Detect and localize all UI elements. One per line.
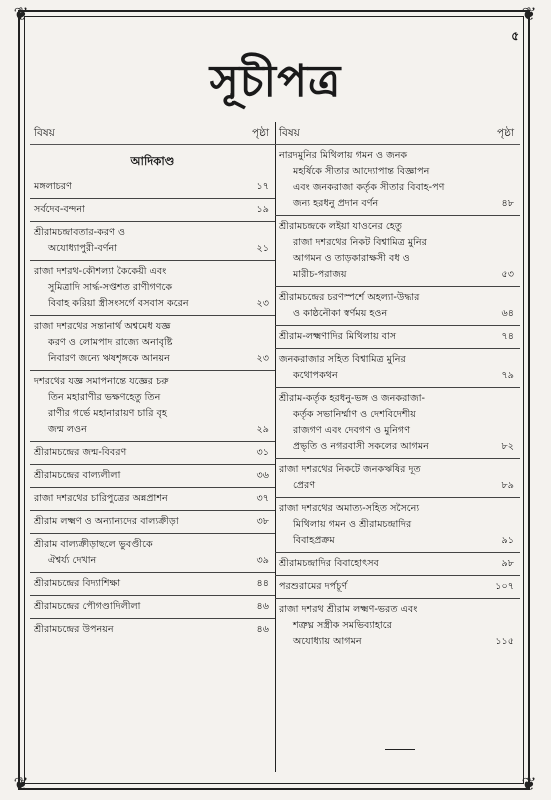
- toc-entry-text: শ্রীরামচন্দ্রের উপনয়ন: [34, 624, 114, 635]
- toc-entry-page: ৯৮: [501, 558, 514, 569]
- toc-entry-text: রাণীর গর্ভে মহানারায়ণ চারি বৃহ: [48, 408, 167, 419]
- page-number: ৫: [511, 29, 519, 43]
- toc-entry-text: শ্রীরামচন্দ্রের বাল্যলীলা: [34, 470, 121, 481]
- toc-entry-text: শ্রীরামচন্দ্রের চরণস্পর্শে অহল্যা-উদ্ধার: [279, 292, 420, 303]
- toc-entry-text: মহর্ষিকে সীতার আদ্যোপান্ত বিজ্ঞাপন: [293, 166, 430, 177]
- toc-entry-text: শ্রীরামচন্দ্রের পৌগণ্ডাদিলীলা: [34, 601, 141, 612]
- toc-entry: [30, 442, 275, 465]
- toc-entry: [30, 573, 275, 596]
- toc-entry-page: ৪৬: [256, 601, 269, 612]
- toc-entry-page: ৩৮: [256, 516, 269, 527]
- toc-entry-text: বিবাহ করিয়া স্ত্রীসংসর্গে বসবাস করেন: [48, 298, 189, 309]
- toc-entry-page: ১৭: [256, 181, 269, 192]
- toc-entry-text: কর্তৃক সভানির্ম্মাণ ও দেশবিদেশীয়: [293, 409, 416, 420]
- toc-entry-text: রাজা দশরথ-কৌশল্যা কৈকেয়ী এবং: [34, 266, 167, 277]
- toc-entry-page: ২৯: [256, 424, 269, 435]
- toc-entry: [30, 465, 275, 488]
- toc-entry-text: পরশুরামের দর্পচূর্ণ: [279, 581, 348, 592]
- toc-entry: [30, 316, 275, 371]
- toc-entry-text: অযোধ্যাপুরী-বর্ণনা: [48, 243, 118, 254]
- toc-entry-page: ৭৯: [501, 370, 514, 381]
- toc-entry: [30, 261, 275, 316]
- toc-entry: [275, 349, 520, 388]
- toc-entry-page: ৩৭: [256, 493, 269, 504]
- toc-entry-text: রাজা দশরথ শ্রীরাম লক্ষ্মণ-ভরত এবং: [279, 604, 418, 615]
- toc-entry-text: নিবারণ জন্যে ঋষশৃঙ্গকে আনয়ন: [48, 353, 170, 364]
- right-column: [275, 122, 520, 772]
- toc-entry-page: ৩৬: [256, 470, 269, 481]
- left-column: [30, 122, 276, 772]
- toc-entry-page: ৮৯: [501, 480, 514, 491]
- toc-entry-text: শ্রীরামচন্দ্রের জন্ম-বিবরণ: [34, 447, 127, 458]
- corner-ornament-icon: ❦: [521, 774, 537, 795]
- toc-entry-text: রাজা দশরথের সন্তানার্থ অশ্বমেধ যজ্ঞ: [34, 321, 171, 332]
- toc-entry: [30, 222, 275, 261]
- toc-entry-page: ৪৬: [256, 624, 269, 635]
- toc-entry-page: ৪৪: [256, 578, 269, 589]
- toc-entry-page: ১০৭: [495, 581, 514, 592]
- toc-entry-text: সর্বদেব-বন্দনা: [34, 204, 85, 215]
- toc-entry-page: ১১৫: [495, 636, 514, 647]
- toc-entry-text: রাজা দশরথের নিকটে জনকঋষির দূত: [279, 464, 421, 475]
- toc-entry-text: শ্রীরামচন্দ্রকে লইয়া যাওনের হেতু: [279, 221, 402, 232]
- toc-entry-text: শ্রীরামচন্দ্রাবতার-করণ ও: [34, 227, 126, 238]
- toc-entry-text: রাজগণ এবং দেবগণ ও মুনিগণ: [293, 425, 411, 436]
- left-column-header: [30, 122, 275, 145]
- toc-entry-text: মঙ্গলাচরণ: [34, 181, 72, 192]
- section-title: আদিকাণ্ড: [130, 154, 175, 168]
- toc-entry-page: ৩১: [256, 447, 269, 458]
- corner-ornament-icon: ❦: [13, 774, 29, 795]
- contents-table: [30, 122, 520, 772]
- toc-entry: [275, 145, 520, 216]
- toc-entry-text: নারদমুনির মিথিলায় গমন ও জনক: [279, 150, 408, 161]
- toc-entry-text: শত্রুঘ্ন সস্ত্রীক সমভিব্যাহারে: [293, 620, 392, 631]
- toc-entry-text: জন্য হরধনু প্রদান বর্ণন: [293, 198, 379, 209]
- toc-entry-page: ১৯: [256, 204, 269, 215]
- subject-header: বিষয়: [34, 127, 55, 139]
- toc-entry-text: জনকরাজার সহিত বিশ্বামিত্র মুনির: [279, 354, 406, 365]
- toc-entry-text: ও কাষ্ঠনৌকা স্বর্ণময় হওন: [293, 308, 388, 319]
- toc-entry-text: রাজা দশরথের নিকট বিশ্বামিত্র মুনির: [293, 237, 427, 248]
- toc-entry-page: ৬৪: [501, 308, 514, 319]
- toc-entry-text: প্রেরণ: [293, 480, 316, 491]
- toc-entry-text: শ্রীরামচন্দ্রের বিদ্যাশিক্ষা: [34, 578, 121, 589]
- left-entry-list: [30, 176, 275, 641]
- toc-entry-text: রাজা দশরথের চারিপুত্রের অন্নপ্রাশন: [34, 493, 168, 504]
- toc-entry-text: দশরথের যজ্ঞ সমাপনান্তে যজ্ঞের চরু: [34, 376, 169, 387]
- toc-entry-text: জন্ম লওন: [48, 424, 87, 435]
- toc-entry-page: ২৩: [256, 298, 269, 309]
- toc-entry-page: ২৩: [256, 353, 269, 364]
- toc-entry: [30, 488, 275, 511]
- page-header: পৃষ্ঠা: [251, 127, 269, 139]
- toc-entry-text: ঐশ্বর্য্য দেখান: [48, 555, 97, 566]
- toc-entry: [30, 619, 275, 641]
- toc-entry: [275, 553, 520, 576]
- toc-entry: [275, 599, 520, 653]
- toc-entry: [30, 596, 275, 619]
- toc-entry-page: ৫৩: [501, 269, 514, 280]
- toc-entry: [275, 388, 520, 459]
- toc-entry: [30, 199, 275, 222]
- toc-entry-text: করণ ও লোমপাদ রাজ্যে অনাবৃষ্টি: [48, 337, 173, 348]
- toc-entry: [275, 287, 520, 326]
- toc-entry: [275, 326, 520, 349]
- end-divider: [385, 749, 415, 750]
- toc-entry-page: ২১: [256, 243, 269, 254]
- toc-entry-page: ৭৪: [501, 331, 514, 342]
- toc-entry: [275, 576, 520, 599]
- toc-entry-text: তিন মহারাণীর ভক্ষণহেতু তিন: [48, 392, 161, 403]
- page-title: সূচীপত্র: [209, 56, 342, 107]
- toc-entry-page: ৮২: [501, 441, 514, 452]
- toc-entry-text: আগমন ও তাড়কারাক্ষসী বধ ও: [293, 253, 410, 264]
- toc-entry-text: কথোপকথন: [293, 370, 338, 381]
- corner-ornament-icon: ❦: [521, 4, 537, 25]
- toc-entry-text: এবং জনকরাজা কর্তৃক সীতার বিবাহ-পণ: [293, 182, 445, 193]
- toc-entry-text: শ্রীরাম বাল্যক্রীড়াছলে ভুবণ্ডীকে: [34, 539, 153, 550]
- toc-entry-text: রাজা দশরথের অমাত্য-সহিত সসৈন্যে: [279, 503, 420, 514]
- toc-entry: [275, 498, 520, 553]
- toc-entry: [30, 534, 275, 573]
- toc-entry-text: শ্রীরাম লক্ষ্মণ ও অন্যান্যদের বাল্যক্রীড়া: [34, 516, 179, 527]
- toc-entry-text: অযোধ্যায় আগমন: [293, 636, 362, 647]
- toc-entry: [30, 371, 275, 442]
- toc-entry-text: প্রভৃতি ও নগরবাসী সকলের আগমন: [293, 441, 429, 452]
- toc-entry-text: সুমিত্রাদি সার্দ্ধ-সপ্তশত রাণীগণকে: [48, 282, 173, 293]
- toc-entry-text: মিথিলায় গমন ও শ্রীরামচন্দ্রাদির: [293, 519, 412, 530]
- toc-entry: [275, 216, 520, 287]
- corner-ornament-icon: ❦: [13, 4, 29, 25]
- toc-entry-text: শ্রীরাম-লক্ষ্মণাদির মিথিলায় বাস: [279, 331, 397, 342]
- toc-entry-page: ৯১: [501, 535, 514, 546]
- toc-entry-text: শ্রীরামচন্দ্রাদির বিবাহোৎসব: [279, 558, 379, 569]
- toc-entry-text: মারীচ-পরাজয়: [293, 269, 347, 280]
- toc-entry-page: ৩৯: [256, 555, 269, 566]
- subject-header: বিষয়: [279, 127, 300, 139]
- toc-entry-text: বিবাহপ্রক্রম: [293, 535, 335, 546]
- toc-entry: [30, 176, 275, 199]
- toc-entry: [275, 459, 520, 498]
- right-entry-list: [275, 145, 520, 653]
- right-column-header: [275, 122, 520, 145]
- toc-entry: [30, 511, 275, 534]
- page-header: পৃষ্ঠা: [496, 127, 514, 139]
- toc-entry-page: ৪৮: [501, 198, 514, 209]
- toc-entry-text: শ্রীরাম-কর্তৃক হরধনু-ভঙ্গ ও জনকরাজা-: [279, 393, 425, 404]
